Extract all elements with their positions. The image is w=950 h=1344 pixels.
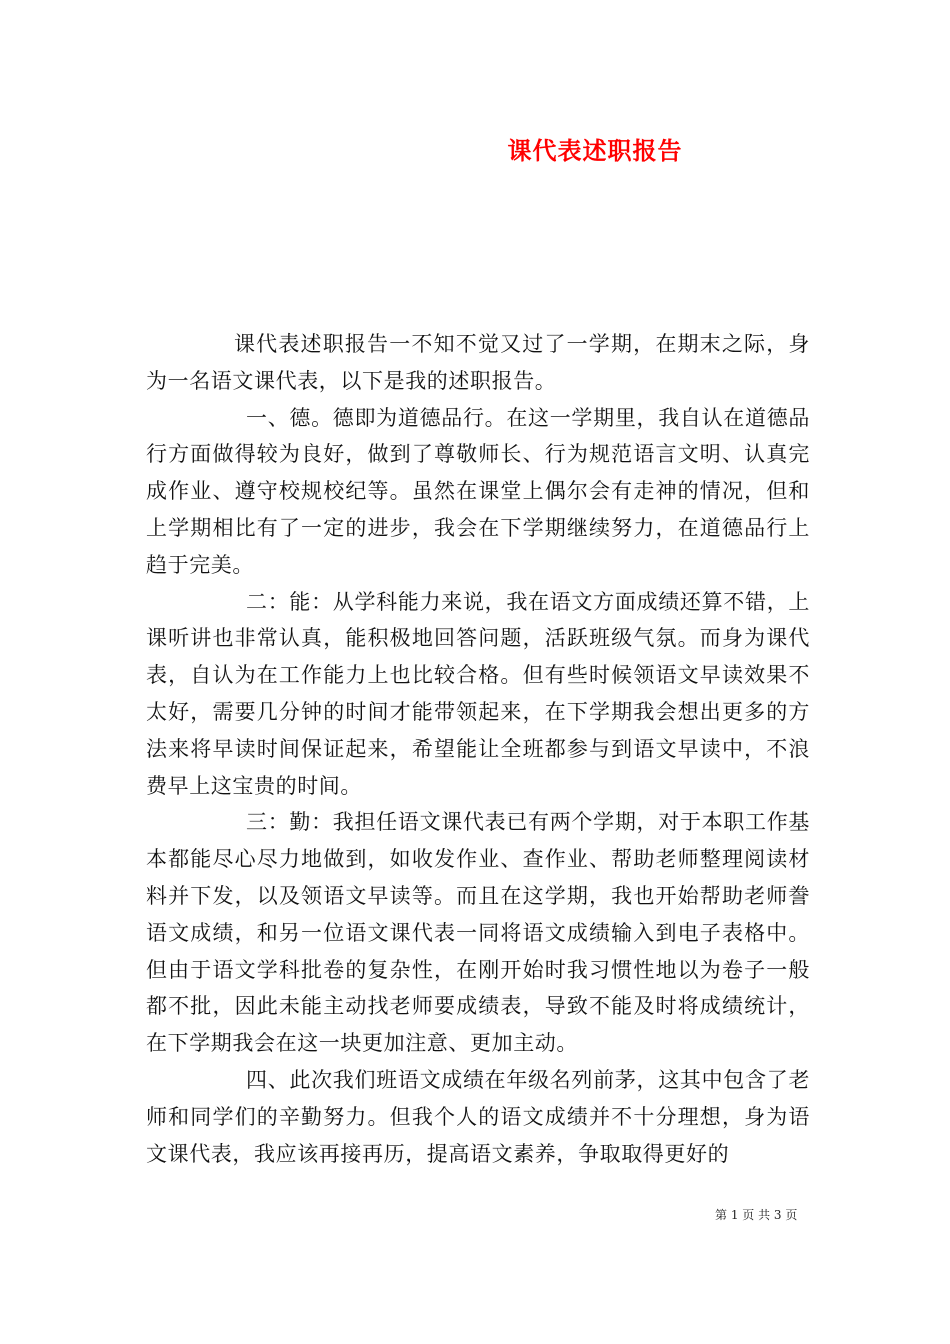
document-title: 课代表述职报告: [507, 136, 683, 165]
paragraph-diligence: 三：勤：我担任语文课代表已有两个学期，对于本职工作基本都能尽心尽力地做到，如收发作业、查作业、帮助老师整理阅读材料并下发，以及领语文早读等。而且在这学期，我也开始帮助老师誊语文成绩，和另一位语文课代表一同将语文成绩输入到电子表格中。但由于语文学科批卷的复杂性，在刚开始时我习惯性地以为卷子一般都不批，因此未能主动找老师要成绩表，导致不能及时将成绩统计，在下学期我会在这一块更加注意、更加主动。: [146, 810, 810, 1056]
paragraph-ability: 二：能：从学科能力来说，我在语文方面成绩还算不错，上课听讲也非常认真，能积极地回答问题，活跃班级气氛。而身为课代表，自认为在工作能力上也比较合格。但有些时候领语文早读效果不太好，需要几分钟的时间才能带领起来，在下学期我会想出更多的方法来将早读时间保证起来，希望能让全班都参与到语文早读中，不浪费早上这宝贵的时间。: [146, 589, 810, 798]
paragraph-virtue: 一、德。德即为道德品行。在这一学期里，我自认在道德品行方面做得较为良好，做到了尊敬师长、行为规范语言文明、认真完成作业、遵守校规校纪等。虽然在课堂上偶尔会有走神的情况，但和上学期相比有了一定的进步，我会在下学期继续努力，在道德品行上趋于完美。: [146, 405, 810, 577]
page-number-footer: 第 1 页 共 3 页: [715, 1208, 798, 1222]
document-body: [146, 326, 810, 1172]
paragraph-achievement: 四、此次我们班语文成绩在年级名列前茅，这其中包含了老师和同学们的辛勤努力。但我个人的语文成绩并不十分理想，身为语文课代表，我应该再接再历，提高语文素养，争取取得更好的: [146, 1067, 810, 1166]
paragraph-intro: 课代表述职报告一不知不觉又过了一学期，在期末之际，身为一名语文课代表，以下是我的述职报告。: [146, 332, 810, 393]
